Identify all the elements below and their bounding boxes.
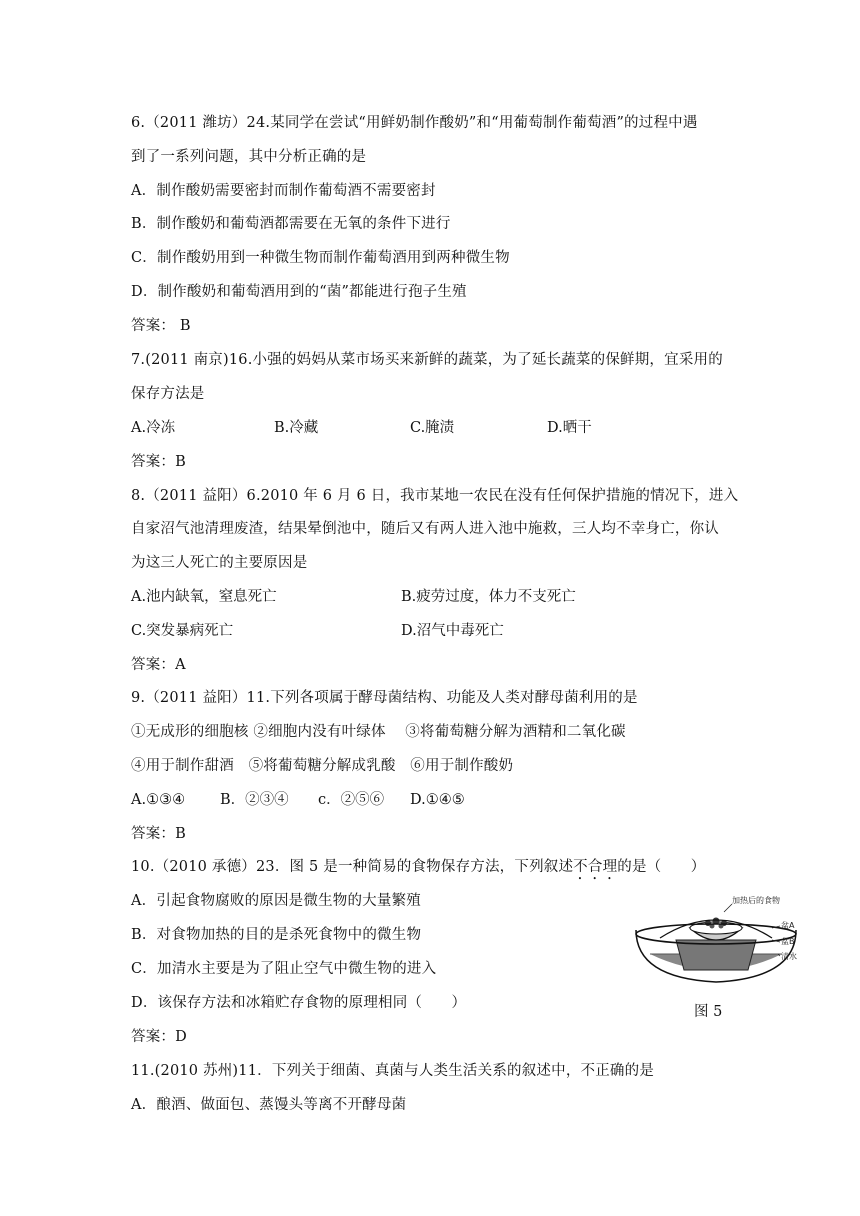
q6-option-a: A．制作酸奶需要密封而制作葡萄酒不需要密封 bbox=[131, 183, 436, 199]
q6-option-c: C．制作酸奶用到一种微生物而制作葡萄酒用到两种微生物 bbox=[131, 250, 510, 266]
q9-option-d: D.①④⑤ bbox=[410, 792, 465, 808]
q9-stem-line1: 9.（2011 益阳）11.下列各项属于酵母菌结构、功能及人类对酵母菌利用的是 bbox=[131, 690, 638, 706]
q9-answer: 答案：B bbox=[131, 826, 186, 842]
q10-option-a: A．引起食物腐败的原因是微生物的大量繁殖 bbox=[131, 893, 421, 909]
q8-option-d: D.沼气中毒死亡 bbox=[401, 623, 504, 639]
figure-caption: 图 5 bbox=[694, 1004, 723, 1020]
q6-option-d: D．制作酸奶和葡萄酒用到的“菌”都能进行孢子生殖 bbox=[131, 284, 467, 300]
q8-option-b: B.疲劳过度，体力不支死亡 bbox=[401, 589, 576, 605]
label-basin-b: 盆B bbox=[781, 937, 795, 946]
q10-stem-post: 的是（ ） bbox=[617, 859, 706, 875]
q8-stem-line2: 自家沼气池清理废渣，结果晕倒池中，随后又有两人进入池中施救，三人均不幸身亡，你认 bbox=[131, 521, 719, 537]
q10-stem-emphasis: 不合理 bbox=[573, 859, 618, 875]
q8-answer: 答案：A bbox=[131, 657, 186, 673]
q7-stem-line1: 7.(2011 南京)16.小强的妈妈从菜市场买来新鲜的蔬菜，为了延长蔬菜的保鲜期，宜采用的 bbox=[131, 352, 723, 368]
q10-stem-pre: 10.（2010 承德）23．图 5 是一种简易的食物保存方法，下列叙述 bbox=[131, 859, 574, 875]
q6-stem-line1: 6.（2011 潍坊）24.某同学在尝试“用鲜奶制作酸奶”和“用葡萄制作葡萄酒”的过程中遇 bbox=[131, 115, 698, 131]
label-heated-food: 加热后的食物 bbox=[732, 896, 780, 905]
q10-option-b: B．对食物加热的目的是杀死食物中的微生物 bbox=[131, 927, 422, 943]
q10-stem-line1 bbox=[131, 857, 705, 883]
q7-option-a: A.冷冻 bbox=[131, 420, 176, 436]
q9-stem-line3: ④用于制作甜酒 ⑤将葡萄糖分解成乳酸 ⑥用于制作酸奶 bbox=[131, 758, 514, 774]
label-water: 清水 bbox=[781, 952, 797, 961]
q7-answer: 答案：B bbox=[131, 454, 186, 470]
q9-stem-line2: ①无成形的细胞核 ②细胞内没有叶绿体 ③将葡萄糖分解为酒精和二氧化碳 bbox=[131, 724, 626, 740]
q10-answer: 答案：D bbox=[131, 1029, 187, 1045]
q7-option-d: D.晒干 bbox=[547, 420, 592, 436]
q7-option-b: B.冷藏 bbox=[274, 420, 319, 436]
q9-option-c: c．②⑤⑥ bbox=[318, 792, 385, 808]
q9-option-b: B．②③④ bbox=[220, 792, 289, 808]
label-basin-a: 盆A bbox=[781, 921, 795, 930]
q11-stem-line1: 11.(2010 苏州)11．下列关于细菌、真菌与人类生活关系的叙述中，不正确的是 bbox=[131, 1063, 655, 1079]
q8-stem-line1: 8.（2011 益阳）6.2010 年 6 月 6 日，我市某地一农民在没有任何保护措施的情况下，进入 bbox=[131, 488, 739, 504]
q7-stem-line2: 保存方法是 bbox=[131, 386, 205, 402]
q6-option-b: B．制作酸奶和葡萄酒都需要在无氧的条件下进行 bbox=[131, 216, 451, 232]
q6-stem-line2: 到了一系列问题，其中分析正确的是 bbox=[131, 149, 367, 165]
q11-option-a: A．酿酒、做面包、蒸馒头等离不开酵母菌 bbox=[131, 1097, 407, 1113]
q8-option-c: C.突发暴病死亡 bbox=[131, 623, 234, 639]
q7-option-c: C.腌渍 bbox=[410, 420, 455, 436]
q9-option-a: A.①③④ bbox=[131, 792, 186, 808]
q8-stem-line3: 为这三人死亡的主要原因是 bbox=[131, 555, 308, 571]
q10-option-c: C．加清水主要是为了阻止空气中微生物的进入 bbox=[131, 961, 437, 977]
q10-option-d: D．该保存方法和冰箱贮存食物的原理相同（ ） bbox=[131, 995, 467, 1011]
q8-option-a: A.池内缺氧，窒息死亡 bbox=[131, 589, 277, 605]
q6-answer: 答案： B bbox=[131, 318, 191, 334]
food-preservation-diagram bbox=[632, 890, 800, 1000]
